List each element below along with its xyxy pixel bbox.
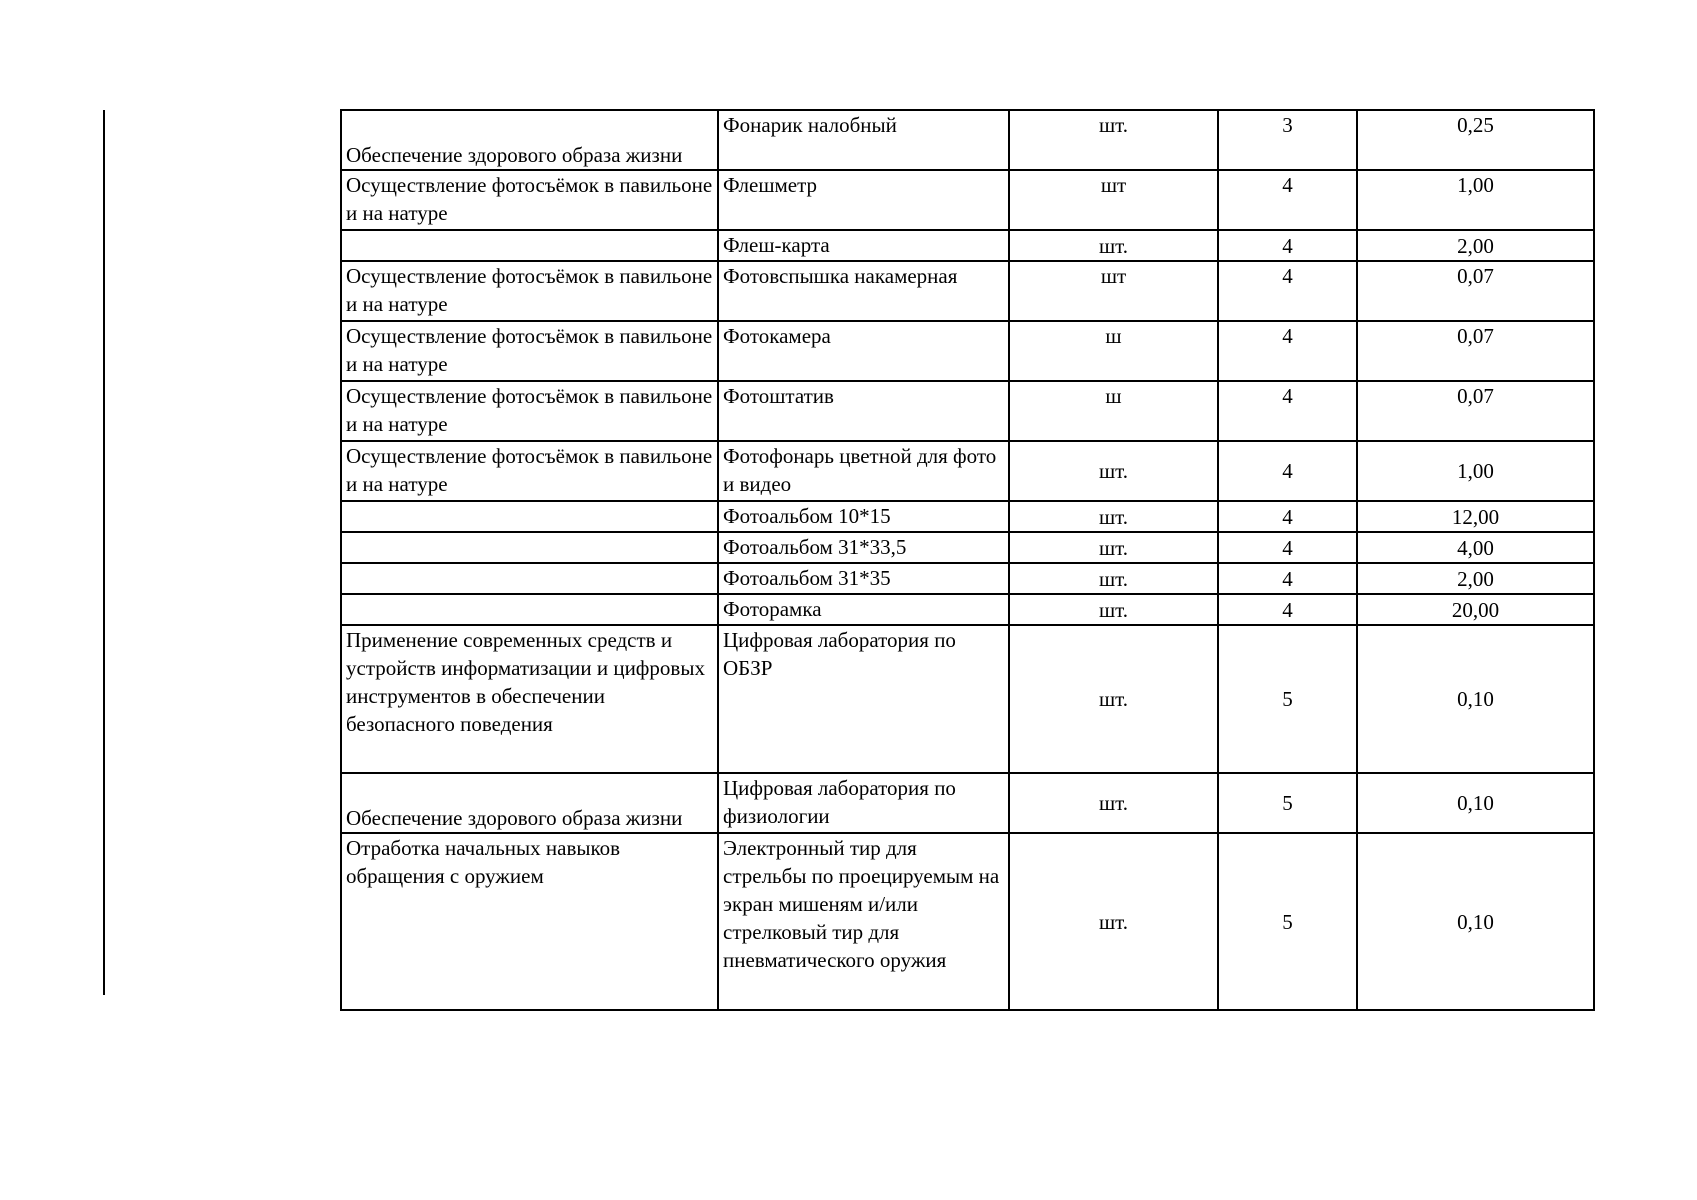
table-row (341, 594, 1594, 625)
table-row (341, 625, 1594, 773)
activity-cell (341, 532, 718, 563)
quantity-cell: 4 (1218, 230, 1357, 261)
activity-cell (341, 563, 718, 594)
unit-cell: шт. (1009, 773, 1218, 833)
item-cell: Фотофонарь цветной для фото и видео (718, 441, 1009, 501)
quantity-cell: 4 (1218, 563, 1357, 594)
norm-cell: 1,00 (1357, 170, 1594, 230)
activity-cell: Осуществление фотосъёмок в павильоне и на натуре (341, 441, 718, 501)
norm-cell: 0,07 (1357, 381, 1594, 441)
item-cell: Фотоальбом 31*35 (718, 563, 1009, 594)
norm-cell: 12,00 (1357, 501, 1594, 532)
activity-cell: Обеспечение здорового образа жизни (341, 773, 718, 833)
table-row (341, 833, 1594, 1010)
unit-cell: шт. (1009, 532, 1218, 563)
unit-cell: ш (1009, 321, 1218, 381)
table-row (341, 170, 1594, 230)
item-cell: Фотоальбом 31*33,5 (718, 532, 1009, 563)
norm-cell: 2,00 (1357, 230, 1594, 261)
quantity-cell: 4 (1218, 261, 1357, 321)
item-cell: Электронный тир для стрельбы по проецируемым на экран мишеням и/или стрелковый тир для пневматического оружия (718, 833, 1009, 1010)
activity-cell: Осуществление фотосъёмок в павильоне и на натуре (341, 170, 718, 230)
item-cell: Фотоальбом 10*15 (718, 501, 1009, 532)
quantity-cell: 4 (1218, 381, 1357, 441)
equipment-table (340, 109, 1595, 1011)
norm-cell: 0,25 (1357, 110, 1594, 170)
norm-cell: 2,00 (1357, 563, 1594, 594)
table-row (341, 773, 1594, 833)
activity-cell: Применение современных средств и устройств информатизации и цифровых инструментов в обеспечении безопасного поведения (341, 625, 718, 773)
unit-cell: шт. (1009, 230, 1218, 261)
quantity-cell: 4 (1218, 532, 1357, 563)
unit-cell: ш (1009, 381, 1218, 441)
item-cell: Фотовспышка накамерная (718, 261, 1009, 321)
table-row (341, 501, 1594, 532)
quantity-cell: 3 (1218, 110, 1357, 170)
norm-cell: 20,00 (1357, 594, 1594, 625)
activity-cell (341, 501, 718, 532)
norm-cell: 4,00 (1357, 532, 1594, 563)
table-row (341, 563, 1594, 594)
quantity-cell: 4 (1218, 441, 1357, 501)
unit-cell: шт. (1009, 625, 1218, 773)
unit-cell: шт (1009, 170, 1218, 230)
activity-cell: Осуществление фотосъёмок в павильоне и на натуре (341, 261, 718, 321)
activity-cell: Отработка начальных навыков обращения с оружием (341, 833, 718, 1010)
item-cell: Фотоштатив (718, 381, 1009, 441)
item-cell: Фотокамера (718, 321, 1009, 381)
quantity-cell: 4 (1218, 501, 1357, 532)
activity-cell (341, 230, 718, 261)
quantity-cell: 5 (1218, 773, 1357, 833)
norm-cell: 0,10 (1357, 833, 1594, 1010)
unit-cell: шт (1009, 261, 1218, 321)
item-cell: Фоторамка (718, 594, 1009, 625)
table-row (341, 261, 1594, 321)
unit-cell: шт. (1009, 594, 1218, 625)
unit-cell: шт. (1009, 833, 1218, 1010)
table-row (341, 230, 1594, 261)
table-row (341, 321, 1594, 381)
quantity-cell: 4 (1218, 594, 1357, 625)
norm-cell: 0,10 (1357, 625, 1594, 773)
norm-cell: 1,00 (1357, 441, 1594, 501)
norm-cell: 0,10 (1357, 773, 1594, 833)
quantity-cell: 5 (1218, 625, 1357, 773)
unit-cell: шт. (1009, 563, 1218, 594)
activity-cell: Осуществление фотосъёмок в павильоне и на натуре (341, 381, 718, 441)
item-cell: Цифровая лаборатория по физиологии (718, 773, 1009, 833)
unit-cell: шт. (1009, 501, 1218, 532)
table-row (341, 381, 1594, 441)
unit-cell: шт. (1009, 110, 1218, 170)
page-margin-line (103, 110, 105, 995)
item-cell: Цифровая лаборатория по ОБЗР (718, 625, 1009, 773)
unit-cell: шт. (1009, 441, 1218, 501)
norm-cell: 0,07 (1357, 261, 1594, 321)
table-row (341, 441, 1594, 501)
item-cell: Флешметр (718, 170, 1009, 230)
table-row (341, 532, 1594, 563)
norm-cell: 0,07 (1357, 321, 1594, 381)
quantity-cell: 5 (1218, 833, 1357, 1010)
item-cell: Фонарик налобный (718, 110, 1009, 170)
item-cell: Флеш-карта (718, 230, 1009, 261)
quantity-cell: 4 (1218, 321, 1357, 381)
activity-cell: Обеспечение здорового образа жизни (341, 110, 718, 170)
quantity-cell: 4 (1218, 170, 1357, 230)
activity-cell: Осуществление фотосъёмок в павильоне и на натуре (341, 321, 718, 381)
table-row (341, 110, 1594, 170)
activity-cell (341, 594, 718, 625)
